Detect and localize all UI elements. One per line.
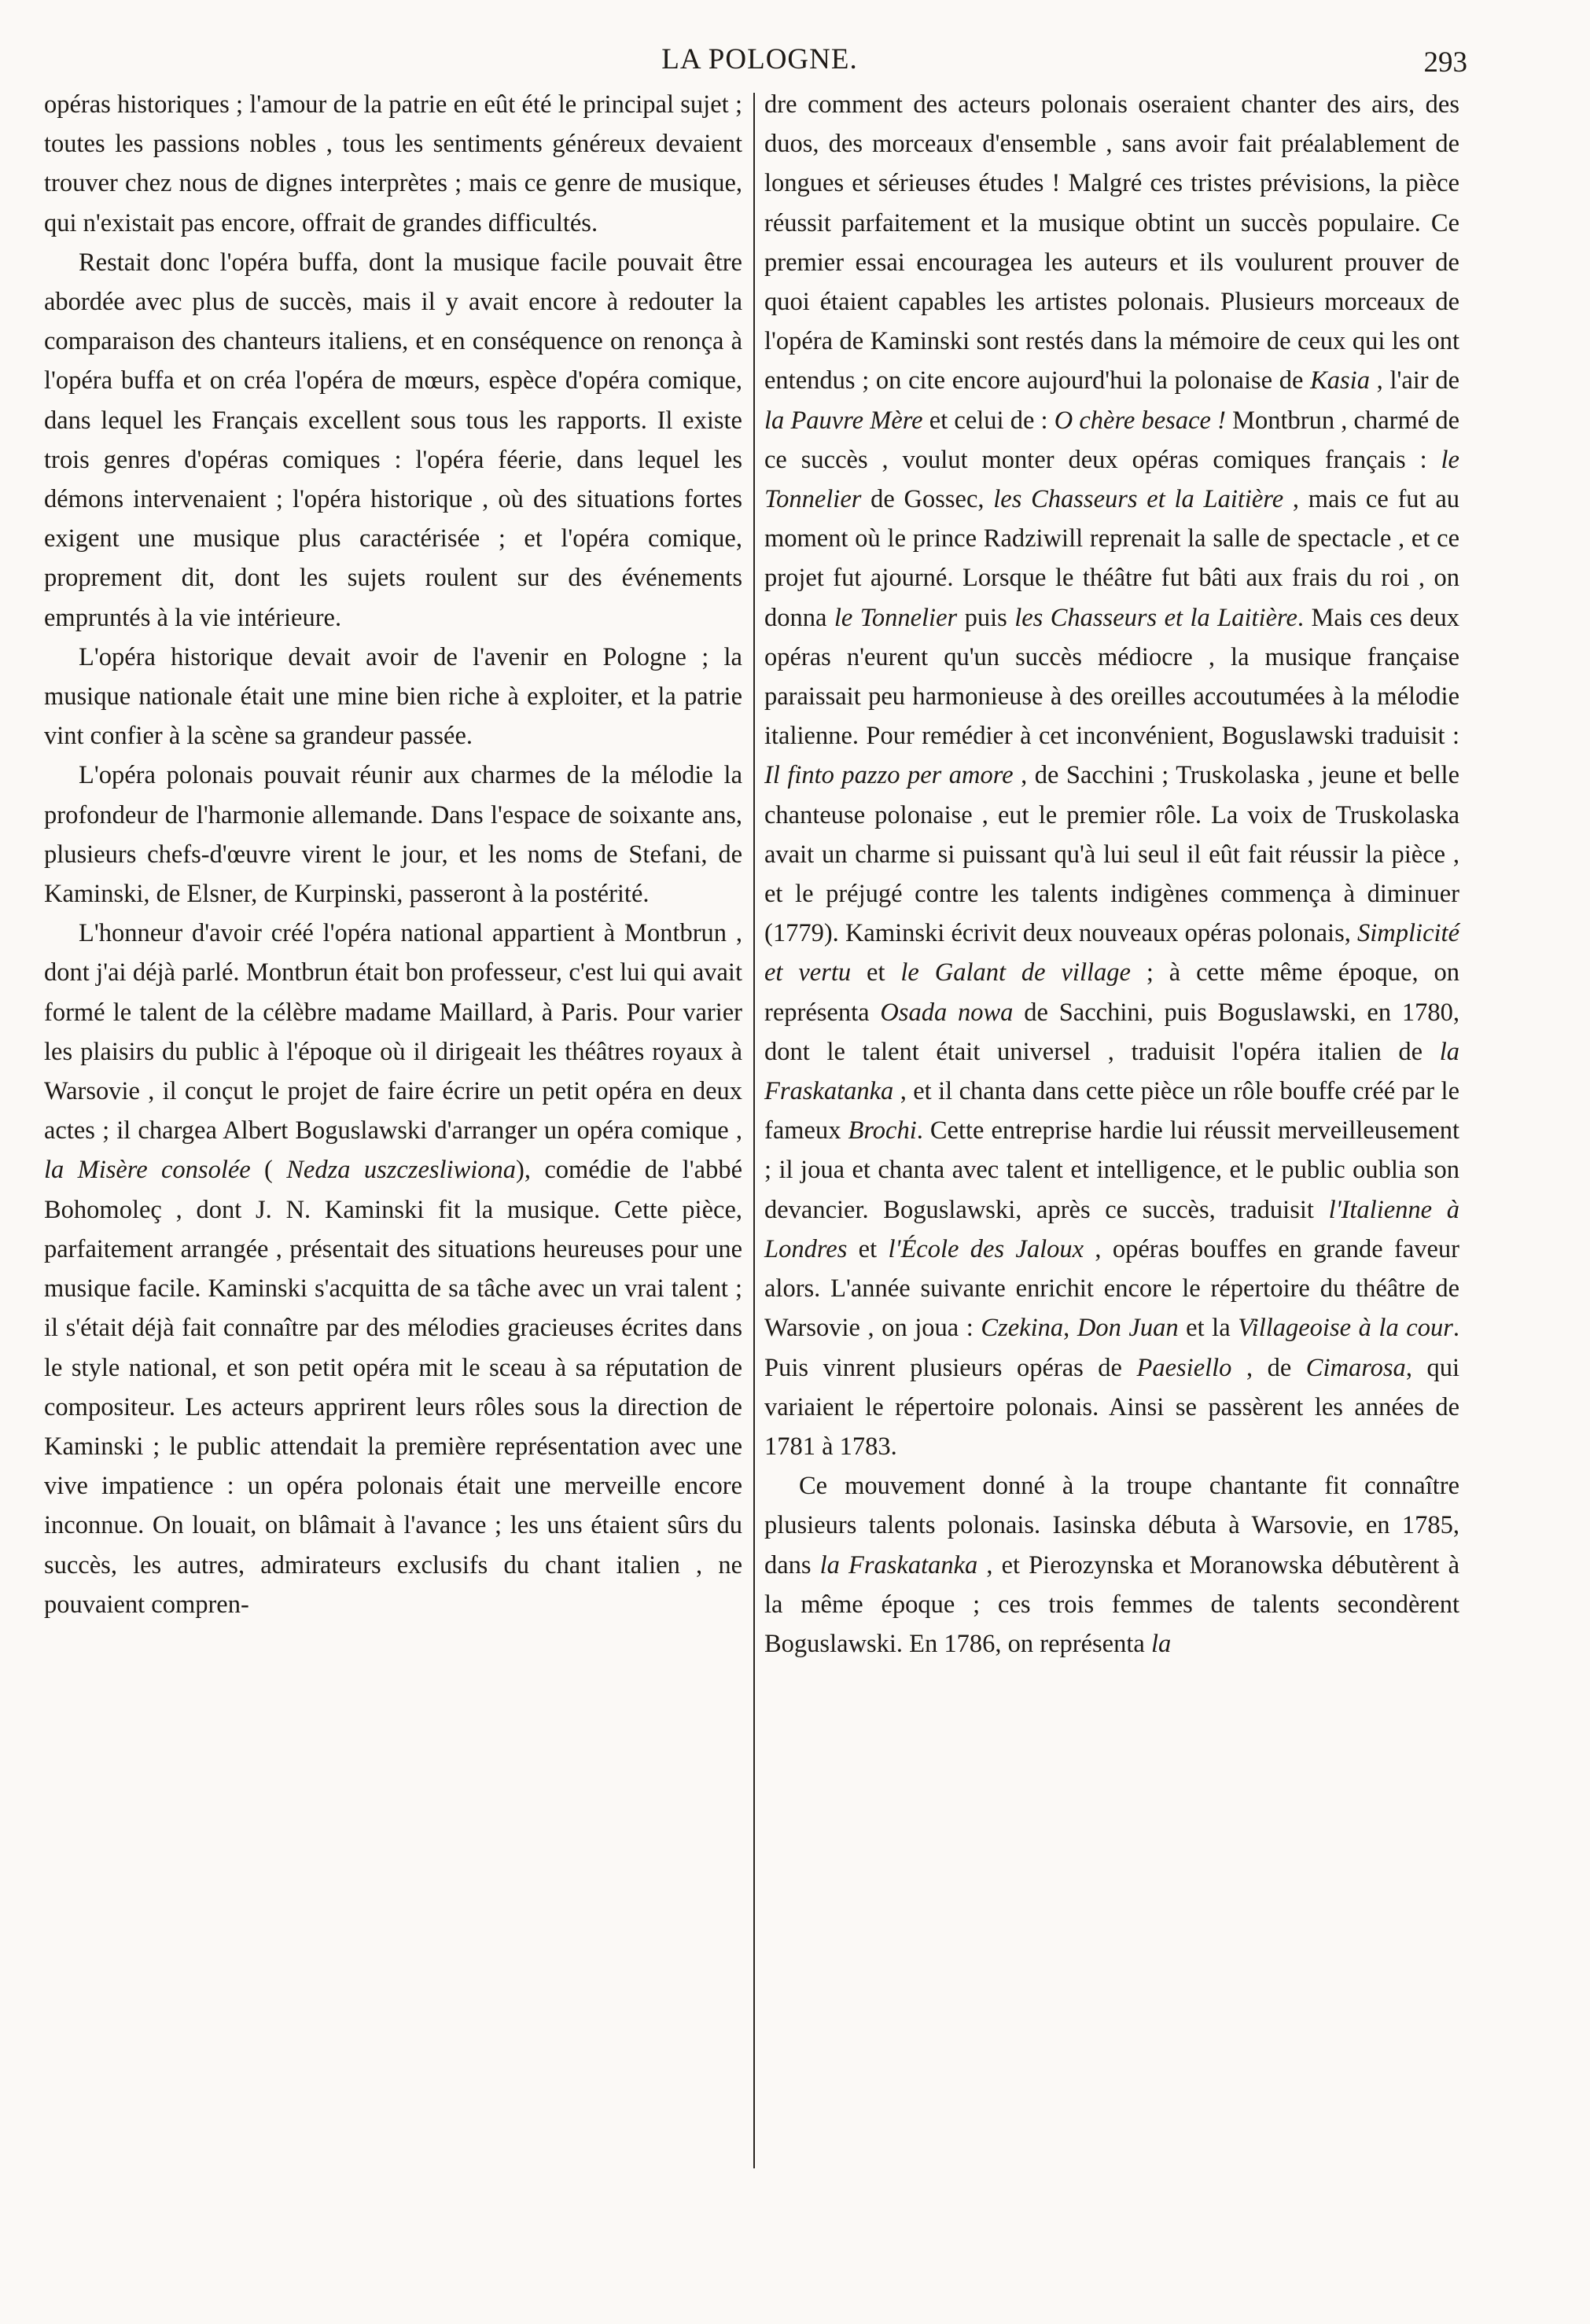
italic-title: Brochi <box>848 1116 917 1145</box>
running-title: LA POLOGNE. <box>661 43 858 75</box>
text-run: ( <box>250 1156 287 1185</box>
text-run: L'opéra polonais pouvait réunir aux charmes de la mélodie la profondeur de l'harmonie allemande. Dans l'espace de soixante ans, plusieurs chefs-d'œuvre virent le jour, et les noms de Stefani, de Kaminski, de Elsner, de Kurpinski, passeront à la postérité. <box>44 761 742 909</box>
italic-title: la Pauvre Mère <box>764 406 923 435</box>
text-run: . Puis vinrent plusieurs opéras de <box>764 1314 1459 1382</box>
text-run: , mais ce fut au moment où le prince Radziwill reprenait la salle de spectacle , et ce projet fut ajourné. Lorsque le théâtre fut bâti aux frais du roi , on donna <box>764 485 1459 632</box>
paragraph <box>764 1466 1459 1664</box>
italic-title: Cimarosa <box>1305 1353 1406 1382</box>
paragraph <box>44 85 742 243</box>
text-run: et <box>847 1234 889 1263</box>
italic-title: Nedza uszczesliwiona <box>286 1156 517 1185</box>
text-run: , et Pierozynska et Moranowska débutèrent à la même époque ; ces trois femmes de talents secondèrent Boguslawski. En 1786, on représenta <box>764 1550 1459 1658</box>
italic-title: Kasia <box>1310 366 1370 395</box>
text-run: , et il chanta dans cette pièce un rôle bouffe créé par le fameux <box>764 1077 1459 1145</box>
text-run: et <box>851 958 901 987</box>
italic-title: le Galant de village <box>900 958 1131 987</box>
text-run: dre comment des acteurs polonais oseraient chanter des airs, des duos, des morceaux d'ensemble , sans avoir fait préalablement de longues et sérieuses études ! Malgré ces tristes prévisions, la pièce réussit parfaitement et la musique obtint un succès populaire. Ce premier essai encouragea les auteurs et ils voulurent prouver de quoi étaient capables les artistes polonais. Plusieurs morceaux de l'opéra de Kaminski sont restés dans la mémoire de ceux qui les ont entendus ; on cite encore aujourd'hui la polonaise de <box>764 90 1459 395</box>
text-run: Ce mouvement donné à la troupe chantante fit connaître plusieurs talents polonais. Iasinska débuta à Warsovie, en 1785, dans <box>764 1472 1459 1579</box>
right-column <box>764 85 1459 1664</box>
text-run: L'honneur d'avoir créé l'opéra national appartient à Montbrun , dont j'ai déjà parlé. Montbrun était bon professeur, c'est lui qui avait formé le talent de la célèbre madame Maillard, à Paris. Pour varier les plaisirs du public à l'époque où il dirigeait les théâtres royaux à Warsovie , il conçut le projet de faire écrire un petit opéra en deux actes ; il chargea Albert Boguslawski d'arranger un opéra comique , <box>44 919 742 1145</box>
italic-title: Czekina <box>981 1314 1064 1343</box>
italic-title: le Tonnelier <box>834 603 958 632</box>
text-run: et celui de : <box>922 406 1054 435</box>
italic-title: Villageoise à la cour <box>1238 1314 1453 1343</box>
italic-title: la Misère consolée <box>44 1156 251 1185</box>
italic-title: Osada nowa <box>880 998 1014 1027</box>
italic-title: Don Juan <box>1077 1314 1179 1343</box>
text-run: , qui variaient le répertoire polonais. Ainsi se passèrent les années de 1781 à 1783. <box>764 1353 1459 1461</box>
text-run: , l'air de <box>1369 366 1459 395</box>
text-run: ), comédie de l'abbé Bohomoleç , dont J. N. Kaminski fit la musique. Cette pièce, parfaitement arrangée , présentait des situations heureuses pour une musique facile. Kaminski s'acquitta de sa tâche avec un vrai talent ; il s'était déjà fait connaître par des mélodies gracieuses écrites dans le style national, et son petit opéra mit le sceau à sa réputation de compositeur. Les acteurs apprirent leurs rôles sous la direction de Kaminski ; le public attendait la première représentation avec une vive impatience : un opéra polonais était une merveille encore inconnue. On louait, on blâmait à l'avance ; les uns étaient sûrs du succès, les autres, admirateurs exclusifs du chant italien , ne pouvaient compren- <box>44 1156 742 1619</box>
left-column <box>44 85 742 1624</box>
text-run: opéras historiques ; l'amour de la patrie en eût été le principal sujet ; toutes les passions nobles , tous les sentiments généreux devaient trouver chez nous de dignes interprètes ; mais ce genre de musique, qui n'existait pas encore, offrait de grandes difficultés. <box>44 90 742 237</box>
column-divider <box>753 93 755 2168</box>
italic-title: les Chasseurs et la Laitière <box>1014 603 1297 632</box>
italic-title: la <box>1150 1629 1172 1658</box>
text-run: Restait donc l'opéra buffa, dont la musique facile pouvait être abordée avec plus de succès, mais il y avait encore à redouter la comparaison des chanteurs italiens, et en conséquence on renonça à l'opéra buffa et on créa l'opéra de mœurs, espèce d'opéra comique, dans lequel les Français excellent sous tous les rapports. Il existe trois genres d'opéras comiques : l'opéra féerie, dans lequel les démons intervenaient ; l'opéra historique , où des situations fortes exigent une musique plus caractérisée ; et l'opéra comique, proprement dit, dont les sujets roulent sur des événements empruntés à la vie intérieure. <box>44 248 742 632</box>
italic-title: Simplicité et vertu <box>764 919 1459 987</box>
paragraph <box>44 243 742 638</box>
text-run: , de Sacchini ; Truskolaska , jeune et belle chanteuse polonaise , eut le premier rôle. La voix de Truskolaska avait un charme si puissant qu'à lui seul il eût fait réussir la pièce , et le préjugé contre les talents indigènes commença à diminuer (1779). Kaminski écrivit deux nouveaux opéras polonais, <box>764 761 1459 948</box>
text-run: Montbrun , charmé de ce succès , voulut monter deux opéras comiques français : <box>764 406 1459 474</box>
paragraph <box>44 914 742 1624</box>
running-header <box>52 42 1467 82</box>
text-run: L'opéra historique devait avoir de l'avenir en Pologne ; la musique nationale était une mine bien riche à exploiter, et la patrie vint confier à la scène sa grandeur passée. <box>44 642 742 751</box>
italic-title: le Tonnelier <box>764 445 1459 514</box>
italic-title: l'École des Jaloux <box>888 1234 1084 1263</box>
italic-title: Paesiello <box>1136 1353 1232 1382</box>
italic-title: Il finto pazzo per amore <box>764 761 1014 790</box>
paragraph <box>44 756 742 914</box>
italic-title: O chère besace ! <box>1054 406 1226 435</box>
italic-title: la Fraskatanka <box>819 1550 978 1579</box>
text-run: et la <box>1178 1314 1239 1343</box>
text-run: , de <box>1231 1353 1306 1382</box>
paragraph <box>44 638 742 756</box>
text-run: , opéras bouffes en grande faveur alors. L'année suivante enrichit encore le répertoire du théâtre de Warsovie , on joua : <box>764 1234 1459 1343</box>
paragraph <box>764 85 1459 1466</box>
text-run: . Mais ces deux opéras n'eurent qu'un succès médiocre , la musique française paraissait peu harmonieuse à des oreilles accoutumées à la mélodie italienne. Pour remédier à cet inconvénient, Boguslawski traduisit : <box>764 603 1459 751</box>
italic-title: l'Italienne à Londres <box>764 1195 1459 1263</box>
text-run: . Cette entreprise hardie lui réussit merveilleusement ; il joua et chanta avec talent et intelligence, et le public oublia son devancier. Boguslawski, après ce succès, traduisit <box>764 1116 1459 1224</box>
page-number: 293 <box>1423 46 1467 79</box>
text-run: de Sacchini, puis Boguslawski, en 1780, dont le talent était universel , traduisit l'opéra italien de <box>764 998 1459 1066</box>
text-run: puis <box>957 603 1015 632</box>
text-run: de Gossec, <box>861 485 994 514</box>
text-run: ; à cette même époque, on représenta <box>764 958 1459 1027</box>
italic-title: la Fraskatanka <box>764 1037 1459 1106</box>
italic-title: les Chasseurs et la Laitière <box>993 485 1284 514</box>
text-run: , <box>1063 1314 1077 1343</box>
